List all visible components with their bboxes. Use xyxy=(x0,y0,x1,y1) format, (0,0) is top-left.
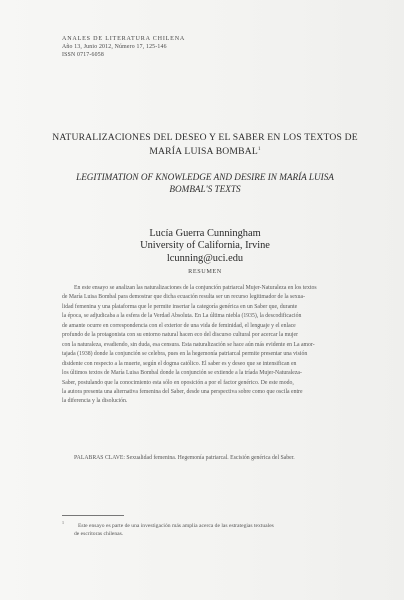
abstract-line: con la naturaleza, evadiendo, sin duda, esa censura. Esta naturalización se hace aún más evidente en La amor- xyxy=(62,341,315,348)
author-email: lcunning@uci.edu xyxy=(166,252,244,264)
journal-issn: ISSN 0717-6058 xyxy=(62,52,104,59)
title-es-line2: MARÍA LUISA BOMBAL xyxy=(149,146,258,158)
abstract-line: la diferencia y la disolución. xyxy=(62,398,128,405)
abstract-line: En este ensayo se analizan las naturalizaciones de la conjunción patriarcal Mujer-Naturaleza en los textos xyxy=(74,285,317,291)
author-block xyxy=(100,228,310,265)
author-affiliation: University of California, Irvine xyxy=(140,240,270,252)
keywords-list: Sexualidad femenina. Hegemonía patriarcal. Escisión genérica del Saber. xyxy=(126,455,295,461)
footnote xyxy=(62,519,374,539)
abstract-line: la autora presenta una alternativa femenina del Saber, desde una perspectiva sobre como que oscila entre xyxy=(62,388,303,395)
author-name: Lucía Guerra Cunningham xyxy=(149,228,261,239)
abstract-line: profundo de la protagonista con su entorno natural hacen eco del discurso cultural por acercar la mujer xyxy=(62,332,298,339)
footnote-line1: Este ensayo es parte de una investigación más amplia acerca de las estrategias textuales xyxy=(78,522,274,529)
title-footnote-mark: 1 xyxy=(257,147,261,152)
abstract-line: los últimos textos de María Luisa Bombal donde la conjunción se extiende a la tríada Mujer-Naturaleza- xyxy=(62,370,302,377)
keywords-label: PALABRAS CLAVE: xyxy=(74,455,125,461)
abstract-heading: RESUMEN xyxy=(188,268,222,275)
abstract-line: la época, se adjudicaba a la esfera de la Verdad Absoluta. En La última niebla (1935), la descodificación xyxy=(62,313,302,320)
article-title-spanish xyxy=(40,132,370,158)
footnote-line2: de escritoras chilenas. xyxy=(74,531,124,538)
footnote-divider xyxy=(62,515,124,516)
article-title-english xyxy=(60,171,350,195)
journal-name: ANALES DE LITERATURA CHILENA xyxy=(62,36,186,42)
title-en-line1: LEGITIMATION OF KNOWLEDGE AND DESIRE IN MARÍA LUISA xyxy=(76,172,334,182)
abstract-line: tajada (1938) donde la conjunción se celebra, pues en la hegemonía patriarcal permite presentar una visión xyxy=(62,351,308,358)
journal-issue: Año 13, Junio 2012, Número 17, 125-146 xyxy=(62,44,167,51)
abstract-line: Saber, postulando que la conocimiento esta sólo en oposición a por el factor genérico. De este modo, xyxy=(62,379,294,386)
title-en-line2: BOMBAL'S TEXTS xyxy=(169,184,241,194)
footnote-mark: 1 xyxy=(62,520,64,525)
abstract-line: de amante ocurre en correspondencia con el exterior de una vida de feminidad, el lenguaje y el enlace xyxy=(62,322,296,329)
journal-header xyxy=(62,35,185,59)
abstract-line: disidente con respecto a la muerte, según el dogma católico. El saber es y deseo que se intensifican en xyxy=(62,360,297,367)
abstract-line: de María Luisa Bombal para demostrar que dicha ecuación resulta ser un recurso legitimador de la sexua- xyxy=(62,294,306,301)
abstract-line: lidad femenina y una plataforma que le permite insertar la categoría genérica en un Saber que, durante xyxy=(62,303,298,310)
title-es-line1: NATURALIZACIONES DEL DESEO Y EL SABER EN LOS TEXTOS DE xyxy=(52,132,358,143)
keywords xyxy=(74,455,374,461)
abstract-body xyxy=(62,284,374,407)
